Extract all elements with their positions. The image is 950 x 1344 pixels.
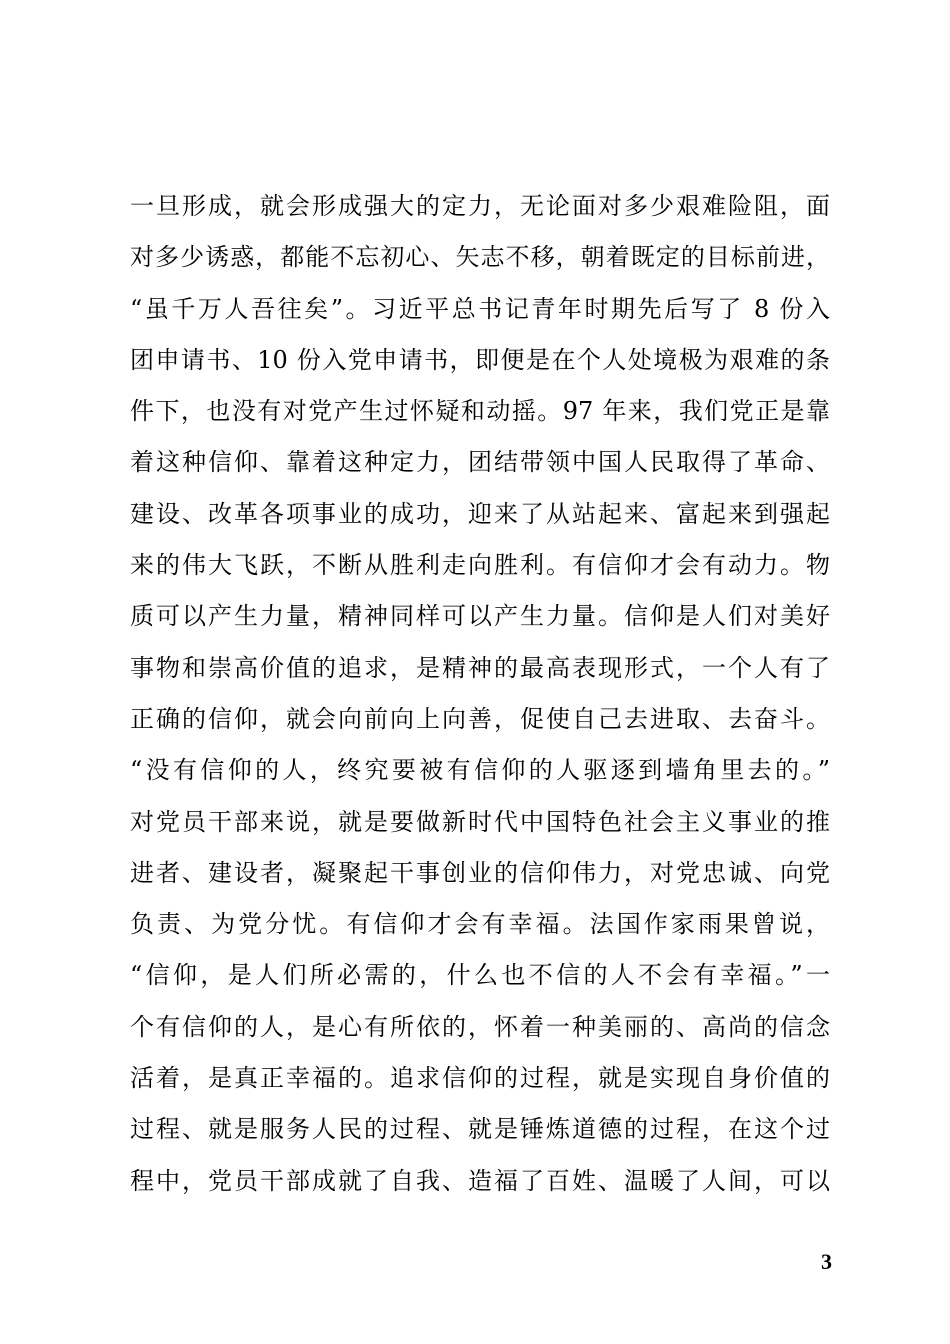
text-line: 负责、为党分忧。有信仰才会有幸福。法国作家雨果曾说， [130, 910, 830, 939]
text-line: 来的伟大飞跃，不断从胜利走向胜利。有信仰才会有动力。物 [130, 551, 830, 580]
text-line: 质可以产生力量，精神同样可以产生力量。信仰是人们对美好 [130, 602, 830, 631]
text-line: 活着，是真正幸福的。追求信仰的过程，就是实现自身价值的 [130, 1064, 830, 1093]
text-line: 建设、改革各项事业的成功，迎来了从站起来、富起来到强起 [130, 499, 830, 528]
text-line: 个有信仰的人，是心有所依的，怀着一种美丽的、高尚的信念 [130, 1012, 830, 1041]
page-number: 3 [821, 1249, 832, 1274]
text-line: “没有信仰的人，终究要被有信仰的人驱逐到墙角里去的。” [130, 756, 830, 785]
text-line: 团申请书、10 份入党申请书，即便是在个人处境极为艰难的条 [130, 345, 830, 374]
body-text [130, 181, 830, 1207]
text-line: “虽千万人吾往矣”。习近平总书记青年时期先后写了 8 份入 [130, 294, 830, 323]
text-line: 正确的信仰，就会向前向上向善，促使自己去进取、去奋斗。 [130, 704, 830, 733]
text-line: 对多少诱惑，都能不忘初心、矢志不移，朝着既定的目标前进， [130, 243, 830, 272]
text-line: 着这种信仰、靠着这种定力，团结带领中国人民取得了革命、 [130, 448, 830, 477]
text-line: 进者、建设者，凝聚起干事创业的信仰伟力，对党忠诚、向党 [130, 858, 830, 887]
text-line: 一旦形成，就会形成强大的定力，无论面对多少艰难险阻，面 [130, 192, 830, 220]
text-line: 对党员干部来说，就是要做新时代中国特色社会主义事业的推 [130, 807, 830, 836]
text-line: 事物和崇高价值的追求，是精神的最高表现形式，一个人有了 [130, 653, 830, 682]
text-line: 程中，党员干部成就了自我、造福了百姓、温暖了人间，可以 [130, 1166, 830, 1195]
text-line: 件下，也没有对党产生过怀疑和动摇。97 年来，我们党正是靠 [130, 397, 830, 426]
text-line: “信仰，是人们所必需的，什么也不信的人不会有幸福。”一 [130, 961, 830, 990]
text-line: 过程、就是服务人民的过程、就是锤炼道德的过程，在这个过 [130, 1115, 830, 1144]
